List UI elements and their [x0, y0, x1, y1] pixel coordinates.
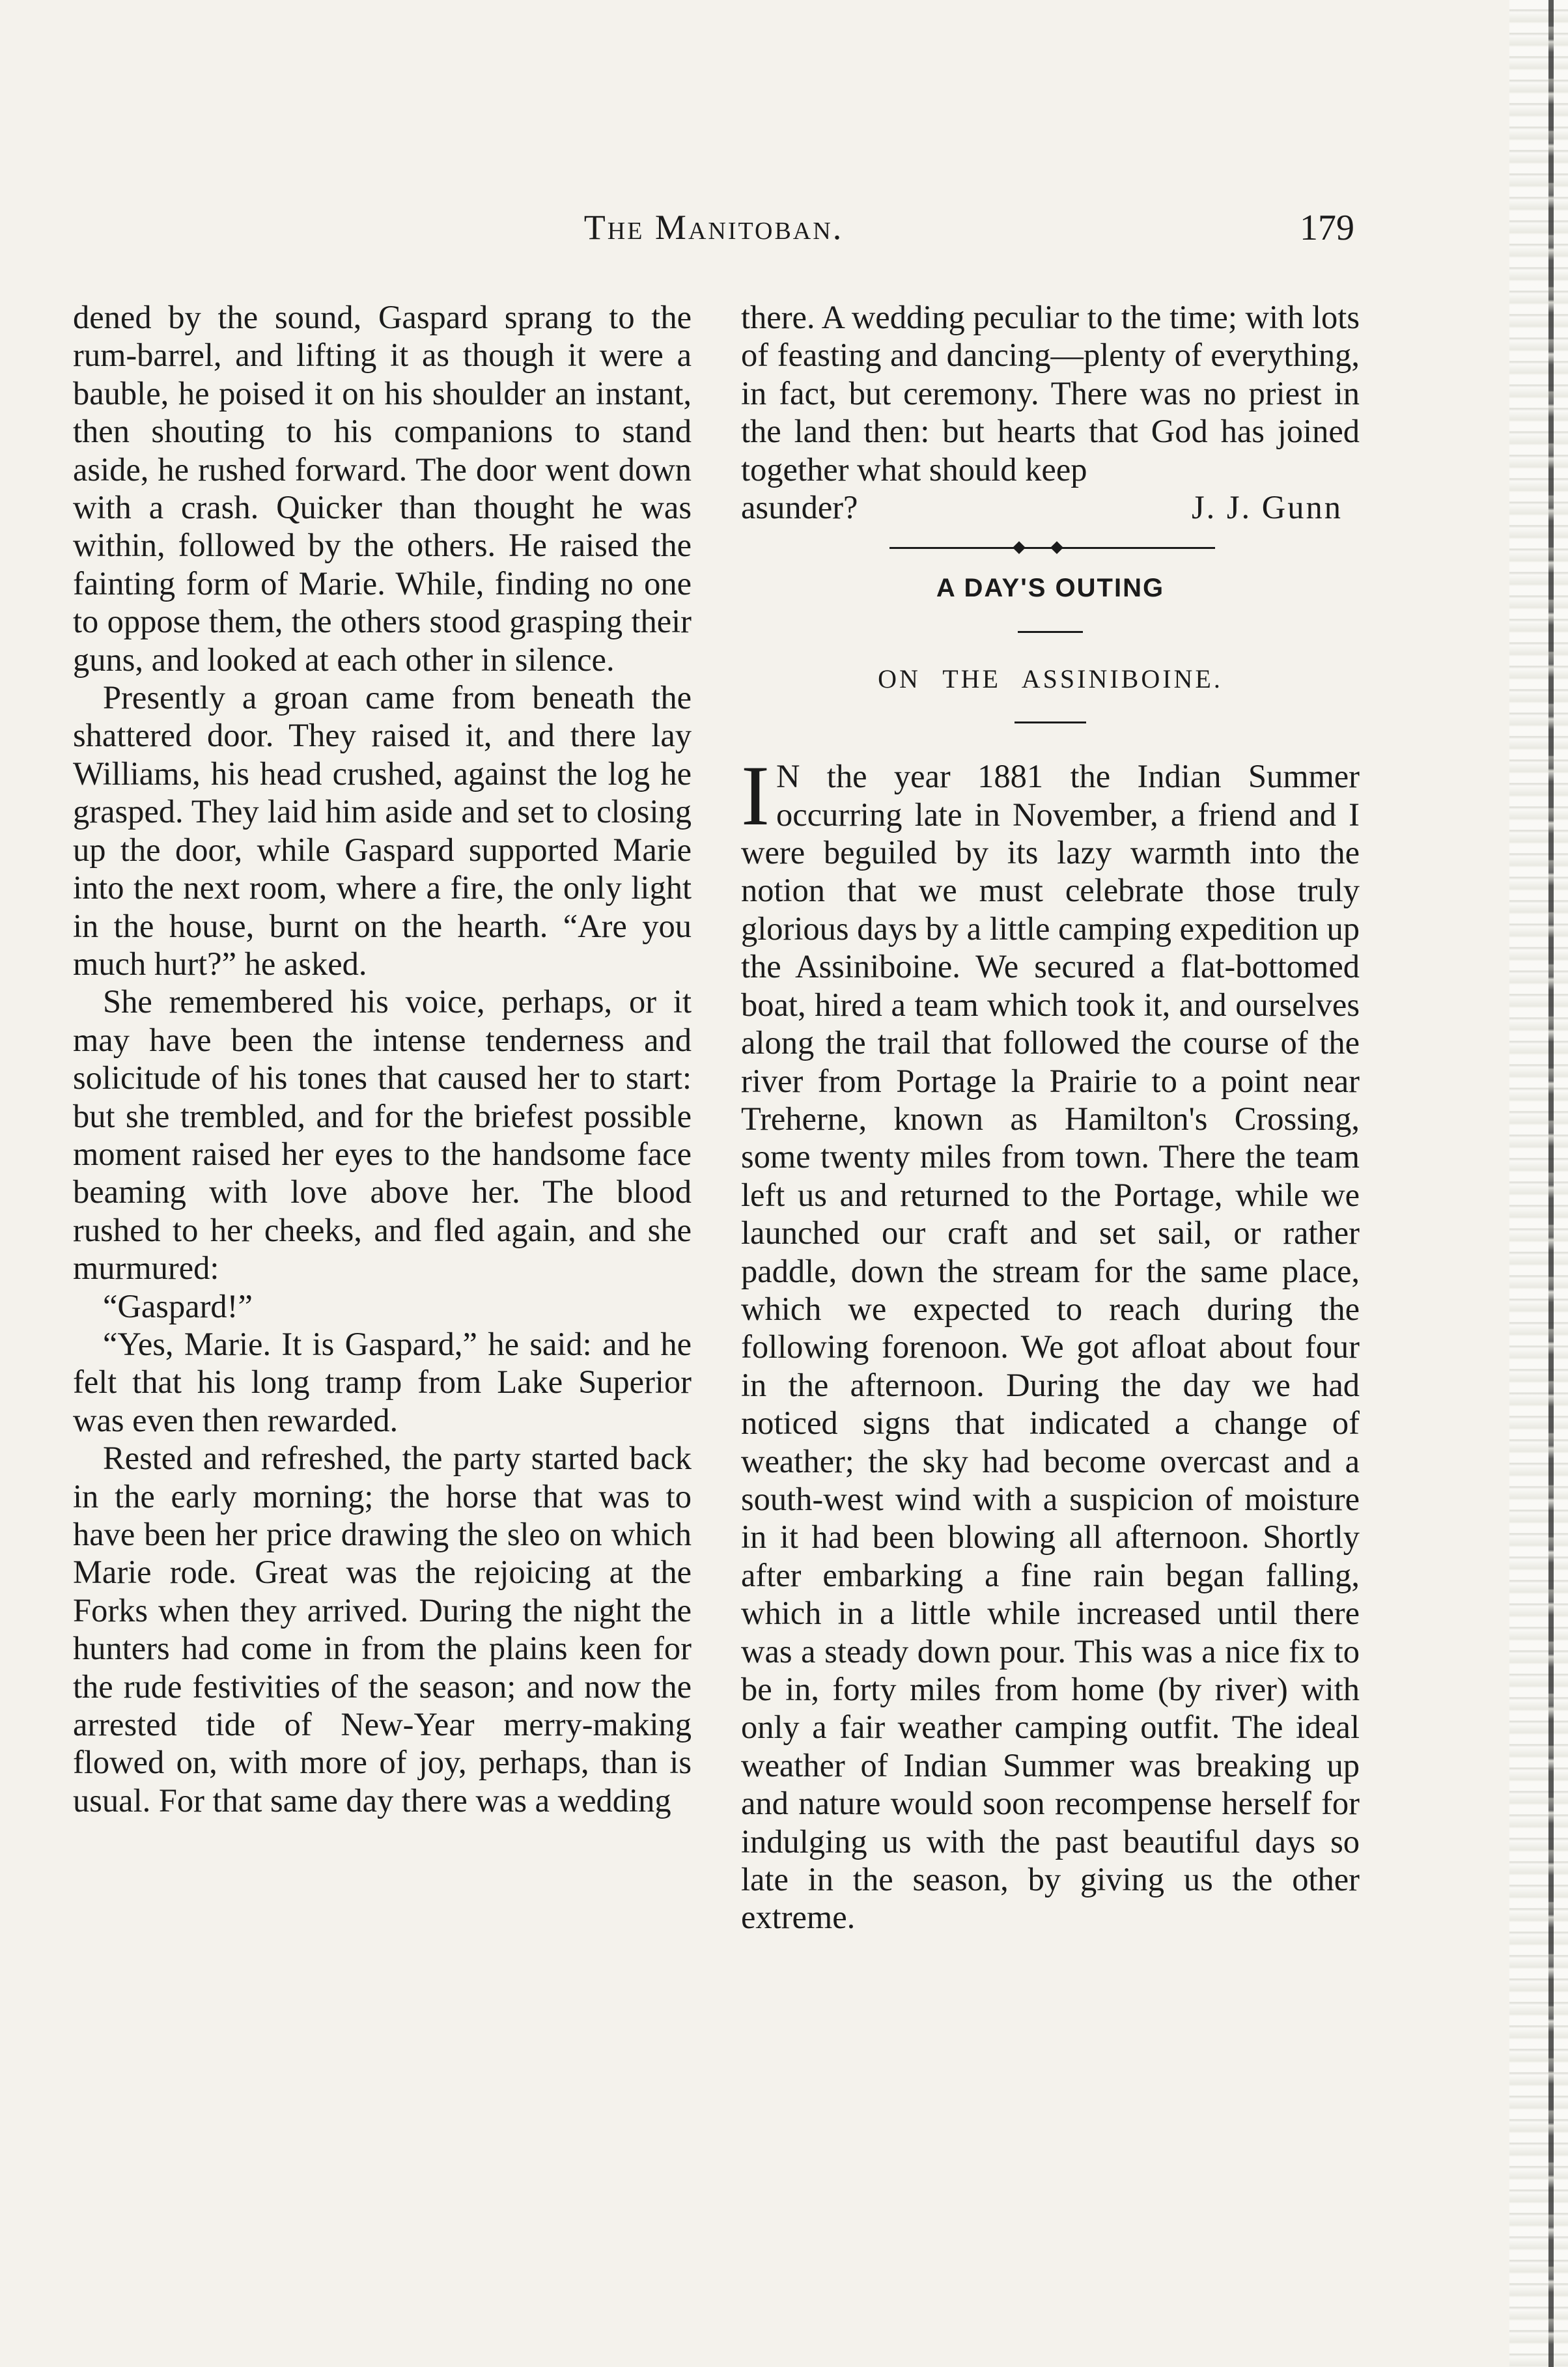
- divider-ornament: [1013, 542, 1026, 555]
- divider-ornament: [1050, 542, 1063, 555]
- subtitle-rule: [1015, 721, 1086, 723]
- paragraph: Rested and refreshed, the party started back in the early morning; the horse that was to have been her price drawing the sleo on which Marie rode. Great was the rejoicing at the Forks when they arrived. During the night the hunters had come in from the plains keen for the rude festivities of the season; and now the arrested tide of New-Year merry-making flowed on, with more of joy, perhaps, than is usual. For that same day there was a wedding: [73, 1440, 692, 1819]
- paragraph: Presently a groan came from beneath the shattered door. They raised it, and there lay Williams, his head crushed, against the log he grasped. They laid him aside and set to closing up the door, while Gaspard supported Marie into the next room, where a fire, the only light in the house, burnt on the hearth. “Are you much hurt?” he asked.: [73, 679, 692, 982]
- paragraph: “Gaspard!”: [103, 1287, 253, 1324]
- page-edge: [1509, 0, 1568, 2367]
- left-column: [73, 298, 692, 1819]
- article-title: A DAY'S OUTING: [936, 574, 1165, 603]
- author-signature: J. J. Gunn: [1191, 489, 1343, 526]
- paragraph: there. A wedding peculiar to the time; with lots of feasting and dancing—plenty of everything, in fact, but ceremony. There was no priest in the land then: but hearts that God has joined together what should keep: [741, 299, 1360, 488]
- signature-line: [741, 488, 1360, 526]
- page-header: [73, 207, 1354, 259]
- title-rule: [1018, 631, 1083, 633]
- article-text: N the year 1881 the Indian Summer occurring late in November, a friend and I were beguiled by its lazy warmth into the notion that we must celebrate those truly glorious days by a little camping expedition up the Assiniboine. We secured a flat-bottomed boat, hired a team which took it, and ourselves along the trail that followed the course of the river from Portage la Prairie to a point near Treherne, known as Hamilton's Crossing, some twenty miles from town. There the team left us and returned to the Portage, while we launched our craft and set sail, or rather paddle, down the stream for the same place, which we expected to reach during the following forenoon. We got afloat about four in the afternoon. During the day we had noticed signs that indicated a change of weather; the sky had become overcast and a south-west wind with a suspicion of moisture in it had been blowing all afternoon. Shortly after embarking a fine rain began falling, which in a little while increased until there was a steady down pour. This was a nice fix to be in, forty miles from home (by river) with only a fair weather camping outfit. The ideal weather of Indian Summer was breaking up and nature would soon recompense herself for indulging us with the past beautiful days so late in the season, by giving us the other extreme.: [741, 758, 1360, 1936]
- right-column: [741, 298, 1360, 1937]
- closing-line: asunder?: [741, 489, 858, 526]
- paragraph: dened by the sound, Gaspard sprang to the rum-barrel, and lifting it as though it were a bauble, he poised it on his shoulder an instant, then shouting to his companions to stand aside, he rushed forward. The door went down with a crash. Quicker than thought he was within, followed by the others. He raised the fainting form of Marie. While, finding no one to oppose them, the others stood grasping their guns, and looked at each other in silence.: [73, 299, 692, 678]
- drop-cap: I: [741, 748, 770, 844]
- article-subtitle: ON THE ASSINIBOINE.: [878, 664, 1223, 693]
- ornamental-divider: [889, 540, 1215, 555]
- paragraph: “Yes, Marie. It is Gaspard,” he said: and he felt that his long tramp from Lake Superior was even then rewarded.: [73, 1325, 692, 1438]
- running-title: The Manitoban.: [583, 208, 844, 247]
- page-number: 179: [1300, 208, 1354, 248]
- paragraph: She remembered his voice, perhaps, or it may have been the intense tenderness and solicitude of his tones that caused her to start: but she trembled, and for the briefest possible moment raised her eyes to the handsome face beaming with love above her. The blood rushed to her cheeks, and fled again, and she murmured:: [73, 983, 692, 1287]
- page-edge-binding: [1548, 0, 1554, 2367]
- article-body: [741, 748, 1360, 1937]
